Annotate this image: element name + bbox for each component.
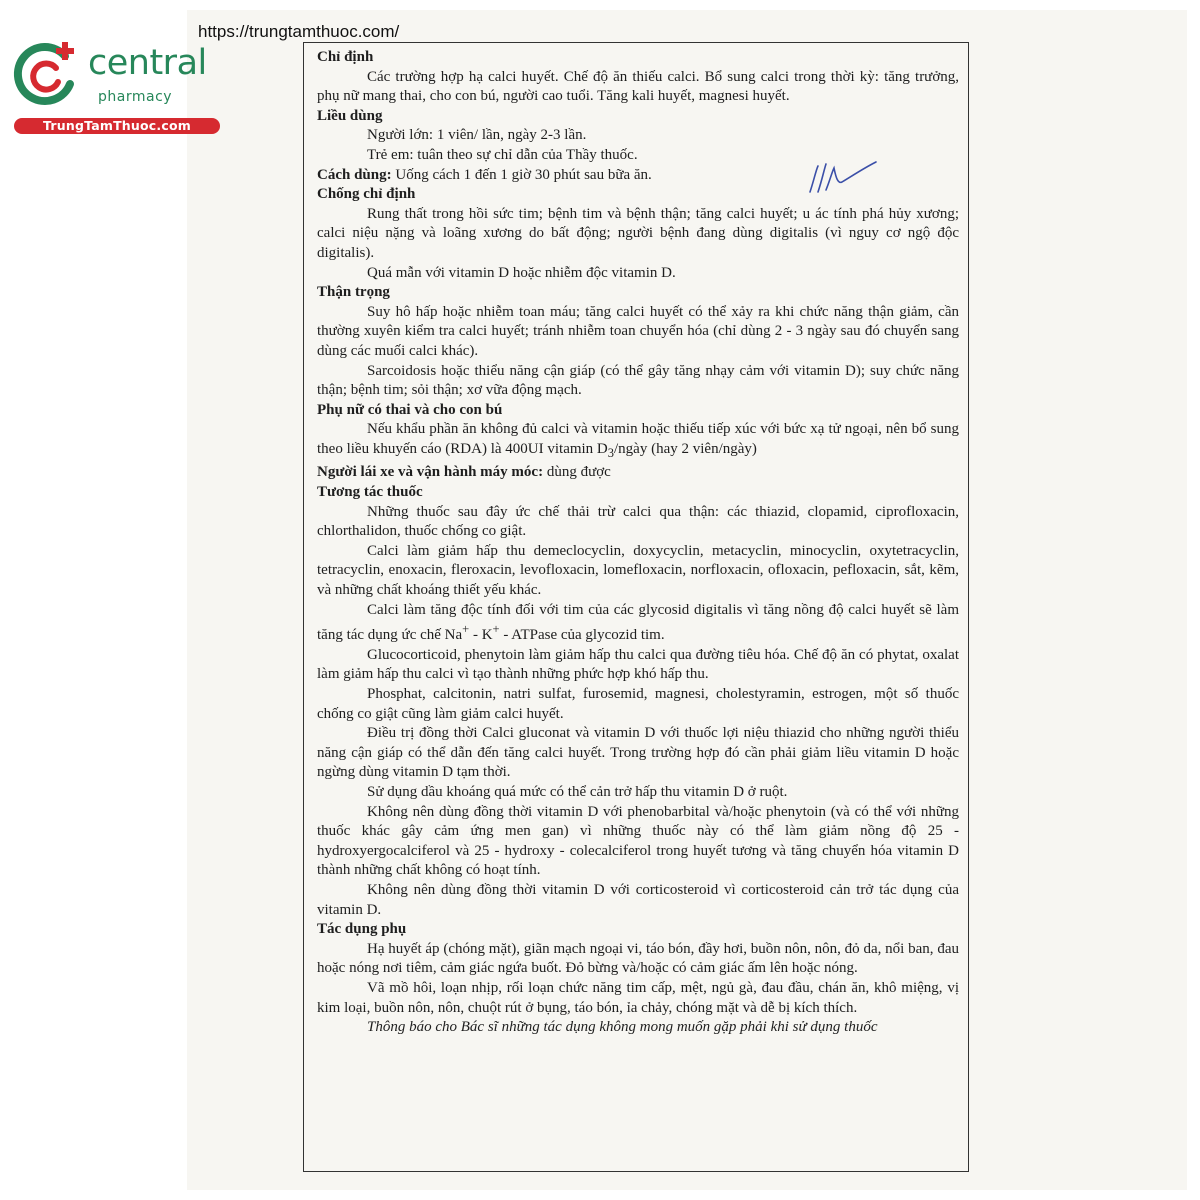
paragraph-than-trong-1: Suy hô hấp hoặc nhiễm toan máu; tăng calci huyết có thể xảy ra khi chức năng thận giảm, cần thường xuyên kiểm tra calci huyết; tránh nhiễm toan chuyển hóa (chỉ dùng 2 - 3 ngày sau đó chuyển sang dùng các muối calci khác). xyxy=(317,303,959,359)
section-title-tac-dung-phu: Tác dụng phụ xyxy=(317,921,407,938)
tt-p3-sup-k: + xyxy=(492,622,500,637)
paragraph-chi-dinh: Các trường hợp hạ calci huyết. Chế độ ăn thiếu calci. Bổ sung calci trong thời kỳ: tăng trưởng, phụ nữ mang thai, cho con bú, người cao tuổi. Tăng kali huyết, magnesi huyết. xyxy=(317,68,959,105)
paragraph-phu-nu xyxy=(317,420,959,463)
tt-p3-text-a: Calci làm tăng độc tính đối với tim của các glycosid digitalis vì tăng nồng độ calci huyết sẽ làm tăng tác dụng ức chế Na xyxy=(317,601,959,644)
phu-nu-text-a: Nếu khẩu phần ăn không đủ calci và vitamin hoặc thiếu tiếp xúc với bức xạ tử ngoại, nên bổ sung theo liều khuyến cáo (RDA) là 400UI vitamin D xyxy=(317,421,959,457)
section-title-chi-dinh: Chỉ định xyxy=(317,49,374,65)
paragraph-tac-dung-phu-2: Vã mồ hôi, loạn nhịp, rối loạn chức năng tim cấp, mệt, ngủ gà, đau đầu, chán ăn, khô miệng, vị kim loại, buồn nôn, nôn, chuột rút ở bụng, táo bón, ỉa chảy, chóng mặt và dễ bị kích thích. xyxy=(317,979,959,1016)
paragraph-tuong-tac-7: Sử dụng dầu khoáng quá mức có thể cản trở hấp thu vitamin D ở ruột. xyxy=(367,783,788,800)
phu-nu-text-b: /ngày (hay 2 viên/ngày) xyxy=(614,440,757,457)
section-title-chong-chi-dinh: Chống chỉ định xyxy=(317,186,416,203)
section-title-tuong-tac: Tương tác thuốc xyxy=(317,484,423,501)
paragraph-tac-dung-phu-1: Hạ huyết áp (chóng mặt), giãn mạch ngoại vi, táo bón, đầy hơi, buồn nôn, nôn, đỏ da, nổi ban, đau hoặc nóng nơi tiêm, cảm giác ngứa buốt. Đỏ bừng và/hoặc có cảm giác ấm lên hoặc nóng. xyxy=(317,940,959,977)
paragraph-than-trong-2: Sarcoidosis hoặc thiểu năng cận giáp (có thể gây tăng nhạy cảm với vitamin D); suy chức năng thận; bệnh tim; sỏi thận; xơ vữa động mạch. xyxy=(317,362,959,399)
paragraph-lieu-dung-adult: Người lớn: 1 viên/ lần, ngày 2-3 lần. xyxy=(367,127,587,144)
section-title-phu-nu: Phụ nữ có thai và cho con bú xyxy=(317,401,503,418)
logo-subtitle: pharmacy xyxy=(98,89,173,105)
paragraph-tuong-tac-8: Không nên dùng đồng thời vitamin D với phenobarbital và/hoặc phenytoin (và có thể với những thuốc khác gây cảm ứng men gan) vì những thuốc này có thể làm giảm nồng độ 25 - hydroxyergocalciferol và 25 - hydroxy - colecalciferol trong huyết tương và tăng chuyển hóa vitamin D thành những chất không có hoạt tính. xyxy=(317,803,959,879)
tt-p3-text-b: - K xyxy=(469,627,493,644)
paragraph-tuong-tac-1: Những thuốc sau đây ức chế thải trừ calci qua thận: các thiazid, clopamid, ciprofloxacin, chlorthalidon, thuốc chống co giật. xyxy=(317,503,959,540)
lai-xe-text: dùng được xyxy=(543,464,611,481)
paragraph-lai-xe xyxy=(317,463,959,483)
paragraph-notice: Thông báo cho Bác sĩ những tác dụng không mong muốn gặp phải khi sử dụng thuốc xyxy=(367,1019,878,1036)
logo-wordmark: central xyxy=(88,43,207,83)
paragraph-cach-dung xyxy=(317,166,959,186)
paragraph-tuong-tac-2: Calci làm giảm hấp thu demeclocyclin, doxycyclin, metacyclin, minocyclin, oxytetracyclin, tetracyclin, enoxacin, fleroxacin, levofloxacin, lomefloxacin, norfloxacin, ofloxacin, pefloxacin, sắt, kẽm, và những chất khoáng thiết yếu khác. xyxy=(317,542,959,599)
tt-p3-sup-na: + xyxy=(462,622,470,637)
cach-dung-text: Uống cách 1 đến 1 giờ 30 phút sau bữa ăn. xyxy=(391,166,652,183)
phu-nu-subscript: 3 xyxy=(607,445,615,460)
lai-xe-label: Người lái xe và vận hành máy móc: xyxy=(317,464,544,481)
section-title-than-trong: Thận trọng xyxy=(317,284,390,301)
paragraph-chong-chi-dinh-2: Quá mẫn với vitamin D hoặc nhiễm độc vitamin D. xyxy=(367,264,676,281)
leaflet-content xyxy=(317,48,959,1038)
paragraph-tuong-tac-3 xyxy=(317,601,959,646)
cach-dung-label: Cách dùng: xyxy=(317,166,392,183)
paragraph-tuong-tac-4: Glucocorticoid, phenytoin làm giảm hấp thu calci qua đường tiêu hóa. Chế độ ăn có phytat, oxalat làm giảm hấp thu calci vì tạo thành những phức hợp khó hấp thu. xyxy=(317,646,959,683)
central-pharmacy-logo[interactable] xyxy=(10,38,220,138)
paragraph-chong-chi-dinh-1: Rung thất trong hồi sức tim; bệnh tim và bệnh thận; tăng calci huyết; u ác tính phá hủy xương; calci niệu nặng và loãng xương do bất động; người bệnh đang dùng digitalis (vì nguy cơ ngộ độc digitalis). xyxy=(317,205,959,261)
tt-p3-text-c: - ATPase của glycozid tim. xyxy=(499,627,665,644)
section-title-lieu-dung: Liều dùng xyxy=(317,107,383,124)
pharmacy-logo-icon xyxy=(10,38,82,110)
paragraph-tuong-tac-5: Phosphat, calcitonin, natri sulfat, furosemid, magnesi, cholestyramin, estrogen, một số thuốc chống co giật cũng làm giảm calci huyết. xyxy=(317,686,959,722)
source-url[interactable]: https://trungtamthuoc.com/ xyxy=(198,22,400,41)
paragraph-tuong-tac-9: Không nên dùng đồng thời vitamin D với corticosteroid vì corticosteroid cản trở tác dụng của vitamin D. xyxy=(317,881,959,918)
logo-site-badge: TrungTamThuoc.com xyxy=(14,118,220,134)
paragraph-tuong-tac-6: Điều trị đồng thời Calci gluconat và vitamin D với thuốc lợi niệu thiazid cho những người thiểu năng cận giáp có thể dẫn đến tăng calci huyết. Trong trường hợp đó cần phải giảm liều vitamin D hoặc ngừng dùng vitamin D tạm thời. xyxy=(317,725,959,781)
paragraph-lieu-dung-child: Trẻ em: tuân theo sự chỉ dẫn của Thầy thuốc. xyxy=(367,146,638,163)
